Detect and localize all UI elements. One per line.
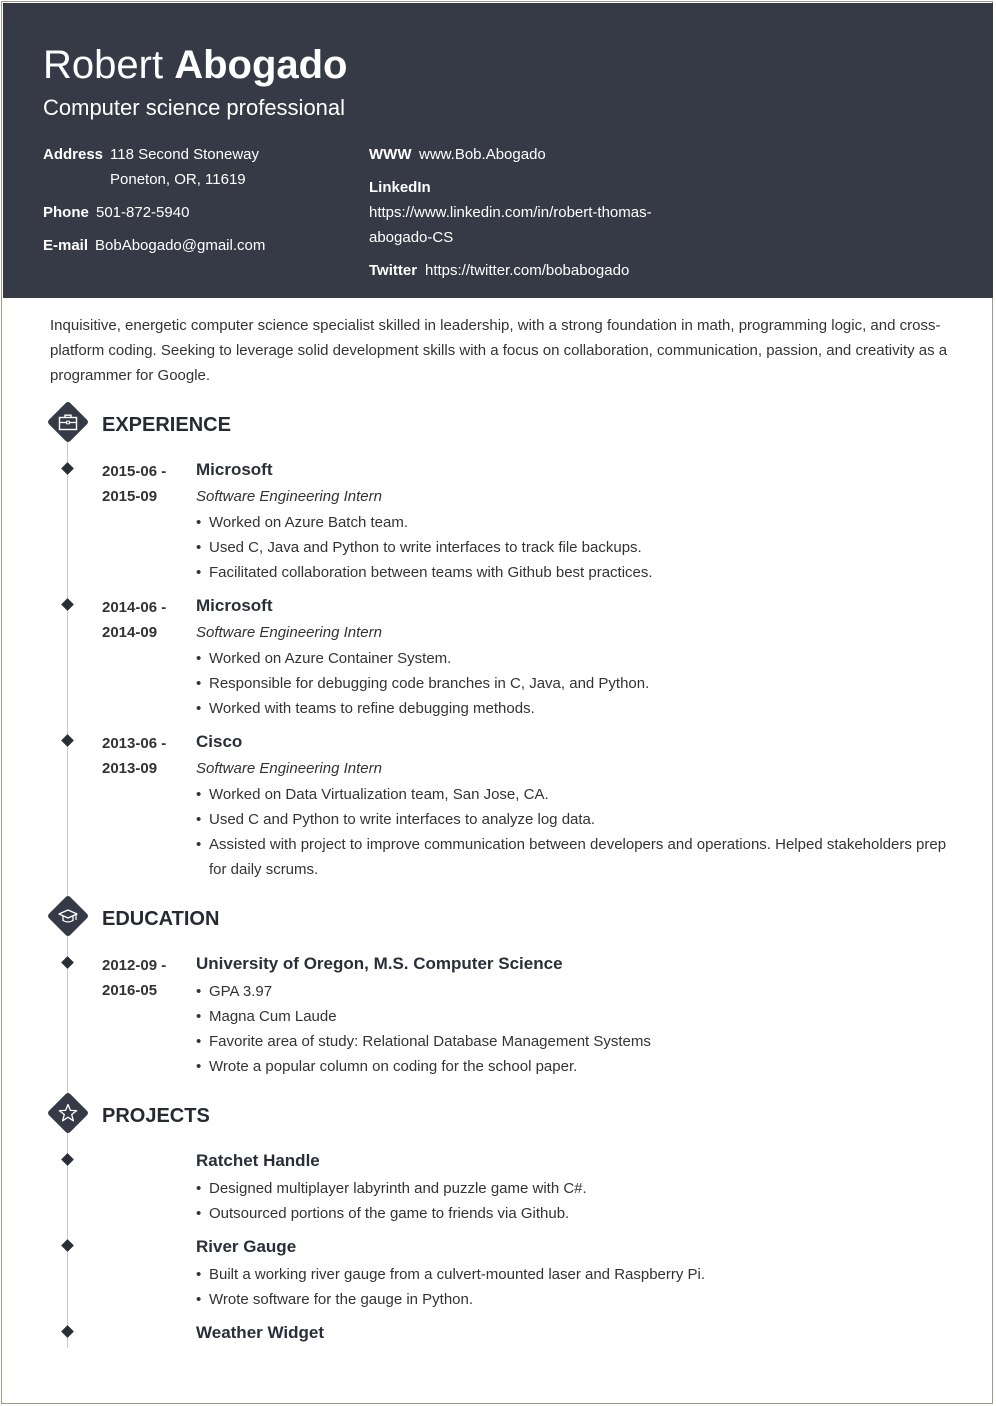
- candidate-title: Computer science professional: [43, 95, 346, 120]
- experience-1-date-start: 2015-06 -: [102, 463, 167, 480]
- list-item: • Wrote a popular column on coding for the school paper.: [196, 1054, 951, 1079]
- first-name: Robert: [43, 43, 164, 87]
- experience-3-role: Software Engineering Intern: [196, 760, 382, 777]
- experience-1-company: Microsoft: [196, 460, 273, 479]
- address-line-1: 118 Second Stoneway: [110, 146, 259, 163]
- project-3-name: Weather Widget: [196, 1323, 324, 1342]
- experience-1-bullets: [196, 510, 951, 585]
- experience-3-date-start: 2013-06 -: [102, 735, 167, 752]
- list-item: • GPA 3.97: [196, 979, 951, 1004]
- projects-section-badge: [47, 1092, 89, 1134]
- education-1-date-start: 2012-09 -: [102, 957, 167, 974]
- experience-1-role: Software Engineering Intern: [196, 488, 382, 505]
- list-item: • Outsourced portions of the game to friends via Github.: [196, 1201, 951, 1226]
- list-item: • Responsible for debugging code branches in C, Java, and Python.: [196, 671, 951, 696]
- project-1-name: Ratchet Handle: [196, 1151, 320, 1170]
- list-item: • Worked with teams to refine debugging methods.: [196, 696, 951, 721]
- projects-heading: PROJECTS: [102, 1105, 210, 1127]
- experience-2-role: Software Engineering Intern: [196, 624, 382, 641]
- address-label: Address: [43, 146, 104, 163]
- experience-3-company: Cisco: [196, 732, 243, 751]
- list-item: • Favorite area of study: Relational Database Management Systems: [196, 1029, 951, 1054]
- project-1-bullets: [196, 1176, 951, 1226]
- list-item: • Used C, Java and Python to write interfaces to track file backups.: [196, 535, 951, 560]
- phone-value: 501-872-5940: [96, 204, 190, 221]
- education-section-badge: [47, 895, 89, 937]
- list-item: • Wrote software for the gauge in Python.: [196, 1287, 951, 1312]
- experience-2-company: Microsoft: [196, 596, 273, 615]
- last-name: Abogado: [174, 43, 348, 87]
- list-item: • Worked on Azure Batch team.: [196, 510, 951, 535]
- list-item: • Built a working river gauge from a culvert-mounted laser and Raspberry Pi.: [196, 1262, 951, 1287]
- experience-1-date-end: 2015-09: [102, 488, 158, 505]
- email-label: E-mail: [43, 237, 89, 254]
- www-value: www.Bob.Abogado: [419, 146, 546, 163]
- profile-summary: Inquisitive, energetic computer science specialist skilled in leadership, with a strong foundation in math, programming logic, and cross-platform coding. Seeking to leverage solid development skills with a focus on collaboration, communication, passion, and creativity as a programmer for Google.: [50, 317, 948, 384]
- experience-3-bullets: [196, 782, 951, 882]
- star-icon: [53, 1098, 83, 1128]
- email-value: BobAbogado@gmail.com: [95, 237, 266, 254]
- list-item: • Designed multiplayer labyrinth and puzzle game with C#.: [196, 1176, 951, 1201]
- linkedin-value-line-1: https://www.linkedin.com/in/robert-thomas-: [369, 204, 652, 221]
- list-item: • Used C and Python to write interfaces to analyze log data.: [196, 807, 951, 832]
- linkedin-label: LinkedIn: [369, 179, 431, 196]
- graduation-cap-icon: [53, 901, 83, 931]
- experience-timeline: [67, 437, 68, 905]
- list-item: • Facilitated collaboration between teams with Github best practices.: [196, 560, 951, 585]
- list-item: • Assisted with project to improve communication between developers and operations. Helped stakeholders prep for daily scrums.: [196, 832, 951, 882]
- list-item: • Worked on Azure Container System.: [196, 646, 951, 671]
- project-2-name: River Gauge: [196, 1237, 297, 1256]
- phone-label: Phone: [43, 204, 89, 221]
- address-line-2: Poneton, OR, 11619: [110, 171, 246, 188]
- education-1-bullets: [196, 979, 951, 1079]
- experience-section-badge: [47, 401, 89, 443]
- briefcase-icon: [53, 407, 83, 437]
- www-label: WWW: [369, 146, 412, 163]
- project-2-bullets: [196, 1262, 951, 1312]
- experience-2-date-start: 2014-06 -: [102, 599, 167, 616]
- experience-2-bullets: [196, 646, 951, 721]
- experience-2-date-end: 2014-09: [102, 624, 158, 641]
- education-1-date-end: 2016-05: [102, 982, 158, 999]
- candidate-name: [43, 41, 348, 89]
- resume-header: [3, 3, 993, 298]
- list-item: • Magna Cum Laude: [196, 1004, 951, 1029]
- education-heading: EDUCATION: [102, 908, 220, 930]
- experience-3-date-end: 2013-09: [102, 760, 158, 777]
- twitter-label: Twitter: [369, 262, 418, 279]
- education-1-school: University of Oregon, M.S. Computer Science: [196, 954, 563, 973]
- experience-heading: EXPERIENCE: [102, 414, 231, 436]
- linkedin-value-line-2: abogado-CS: [369, 229, 454, 246]
- twitter-value: https://twitter.com/bobabogado: [425, 262, 630, 279]
- list-item: • Worked on Data Virtualization team, San Jose, CA.: [196, 782, 951, 807]
